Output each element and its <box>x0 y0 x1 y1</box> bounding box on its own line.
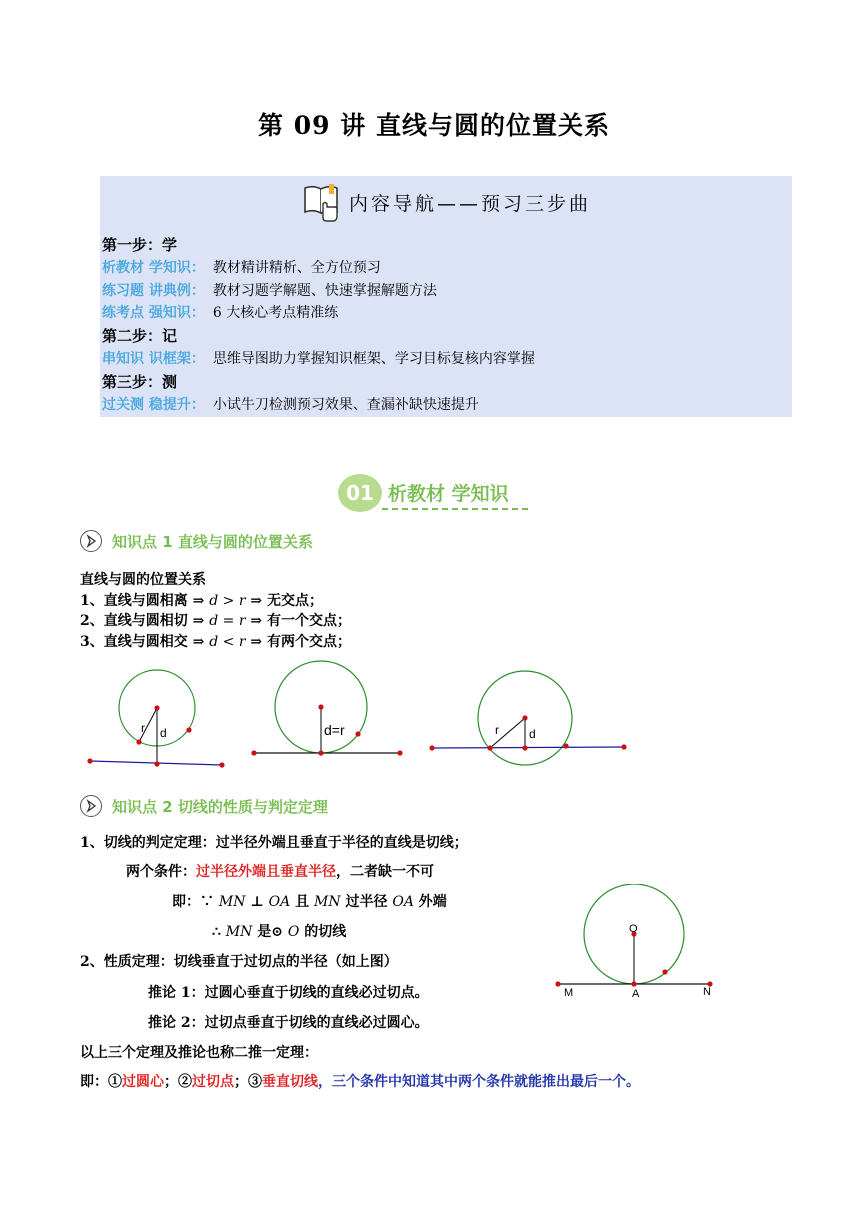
kp2-title: 知识点 2 切线的性质与判定定理 <box>112 798 328 816</box>
text: ⊥ <box>245 894 269 910</box>
label-r: r <box>495 723 499 737</box>
label-d: d <box>160 726 167 740</box>
figure-intersect <box>429 671 626 765</box>
row-text: 1、直线与圆相离 ⇒ <box>80 592 210 609</box>
nav-desc: 6 大核心考点精准练 <box>212 305 339 322</box>
point <box>563 743 568 748</box>
highlight-red: 垂直切线 <box>262 1074 318 1090</box>
position-relation-figures <box>0 655 868 775</box>
kp1-title: 知识点 1 直线与圆的位置关系 <box>112 533 313 551</box>
nav-line-4 <box>102 348 535 371</box>
nav-line-2 <box>102 280 535 303</box>
arrow-circle-icon <box>80 530 102 552</box>
kp1-row-1 <box>80 591 351 612</box>
row-text: 3、直线与圆相交 ⇒ <box>80 633 210 650</box>
nav-desc: 教材习题学解题、快速掌握解题方法 <box>212 282 437 299</box>
row-text: ⇒ 无交点； <box>245 592 324 609</box>
point <box>621 744 626 749</box>
point <box>397 750 402 755</box>
point-A <box>631 981 636 986</box>
point <box>186 727 191 732</box>
kp2-line-4 <box>212 921 346 941</box>
nav-line-1 <box>102 257 535 280</box>
text: ；② <box>164 1074 192 1090</box>
label-d: d <box>529 727 536 741</box>
figure-separate <box>87 670 224 768</box>
math: MN <box>314 894 341 910</box>
kp2-line-1: 1、切线的判定定理：过半径外端且垂直于半径的直线是切线； <box>80 835 468 851</box>
highlight-red: 过圆心 <box>122 1074 164 1090</box>
nav-line-3 <box>102 302 535 325</box>
nav-line-5 <box>102 394 535 417</box>
text: 是⊙ <box>252 924 288 940</box>
kp1-intro: 直线与圆的位置关系 <box>80 572 206 588</box>
content-navigation-box <box>100 176 792 417</box>
kp1-body <box>80 570 351 652</box>
nav-label: 串知识 识框架： <box>102 350 205 367</box>
tangent-figure <box>548 884 728 1004</box>
kp2-line-2 <box>126 861 434 881</box>
point-M <box>555 981 560 986</box>
text: 且 <box>290 894 314 910</box>
point <box>318 704 323 709</box>
label-r: r <box>141 721 145 735</box>
point <box>87 758 92 763</box>
point <box>487 745 492 750</box>
arrow-circle-icon <box>80 795 102 817</box>
point <box>662 969 667 974</box>
row-text: ⇒ 有一个交点； <box>245 613 352 629</box>
line-intersect <box>432 747 624 748</box>
row-text: ⇒ 有两个交点； <box>245 633 352 650</box>
nav-label: 练考点 强知识： <box>102 305 205 322</box>
text: 外端 <box>413 894 447 910</box>
nav-desc: 小试牛刀检测预习效果、查漏补缺快速提升 <box>212 396 479 413</box>
text: ，二者缺一不可 <box>336 864 434 880</box>
point <box>154 761 159 766</box>
kp1-row-2 <box>80 611 351 632</box>
kp1-row-3 <box>80 632 351 653</box>
row-math: d > r <box>209 592 246 609</box>
text: 即：① <box>80 1074 122 1090</box>
highlight-red: 过切点 <box>192 1074 234 1090</box>
step-1: 第一步：学 <box>102 236 178 254</box>
nav-header <box>100 182 792 222</box>
figure-tangent <box>251 661 402 756</box>
label-A: A <box>632 988 640 1000</box>
point <box>154 705 159 710</box>
row-math: d = r <box>209 613 246 629</box>
kp2-line-9 <box>80 1071 640 1091</box>
math: MN <box>225 924 253 940</box>
text: ∴ <box>212 924 226 940</box>
step-2: 第二步：记 <box>102 327 178 346</box>
nav-desc: 教材精讲精析、全方位预习 <box>212 259 381 276</box>
page-title: 第 09 讲 直线与圆的位置关系 <box>258 111 610 140</box>
point <box>136 739 141 744</box>
highlight-blue: ，三个条件中知道其中两个条件就能推出最后一个。 <box>318 1074 640 1090</box>
section-number: 01 <box>338 474 382 512</box>
point <box>429 745 434 750</box>
math: OA <box>392 894 414 910</box>
knowledge-point-2-heading <box>80 796 328 819</box>
section-banner <box>338 474 538 514</box>
nav-label: 析教材 学知识： <box>102 259 205 276</box>
step-3: 第三步：测 <box>102 372 178 391</box>
label-O: O <box>629 923 638 935</box>
point <box>355 731 360 736</box>
section-title: 析教材 学知识 <box>388 483 509 505</box>
section-underline <box>382 508 528 510</box>
text: 的切线 <box>299 924 347 940</box>
row-math: d < r <box>209 633 246 650</box>
text: ；③ <box>234 1074 262 1090</box>
text: 即：∵ <box>172 894 219 910</box>
label-d-equals-r: d=r <box>324 722 345 738</box>
highlight-red: 过半径外端且垂直半径 <box>196 864 336 880</box>
label-M: M <box>564 987 574 999</box>
row-text: 2、直线与圆相切 ⇒ <box>80 613 210 629</box>
book-hand-icon <box>301 182 343 222</box>
point <box>219 762 224 767</box>
kp2-line-3 <box>172 891 447 911</box>
math: OA <box>268 894 291 910</box>
math: MN <box>218 894 246 910</box>
point <box>318 750 323 755</box>
point <box>251 750 256 755</box>
kp2-line-7: 推论 2：过切点垂直于切线的直线必过圆心。 <box>148 1015 429 1031</box>
kp2-line-6: 推论 1：过圆心垂直于切线的直线必过切点。 <box>148 985 429 1001</box>
kp2-line-5: 2、性质定理：切线垂直于过切点的半径（如上图） <box>80 954 398 970</box>
kp2-line-8: 以上三个定理及推论也称二推一定理： <box>80 1045 318 1061</box>
nav-title: 内容导航——预习三步曲 <box>348 192 591 215</box>
point <box>522 745 527 750</box>
text: 过半径 <box>340 894 393 910</box>
math: O <box>287 924 300 940</box>
nav-label: 练习题 讲典例： <box>102 282 205 299</box>
point <box>522 715 527 720</box>
knowledge-point-1-heading <box>80 531 313 554</box>
nav-desc: 思维导图助力掌握知识框架、学习目标复核内容掌握 <box>212 350 535 367</box>
nav-lines <box>102 234 535 416</box>
text: 两个条件： <box>126 864 196 880</box>
label-N: N <box>703 986 711 998</box>
nav-label: 过关测 稳提升： <box>102 396 205 413</box>
